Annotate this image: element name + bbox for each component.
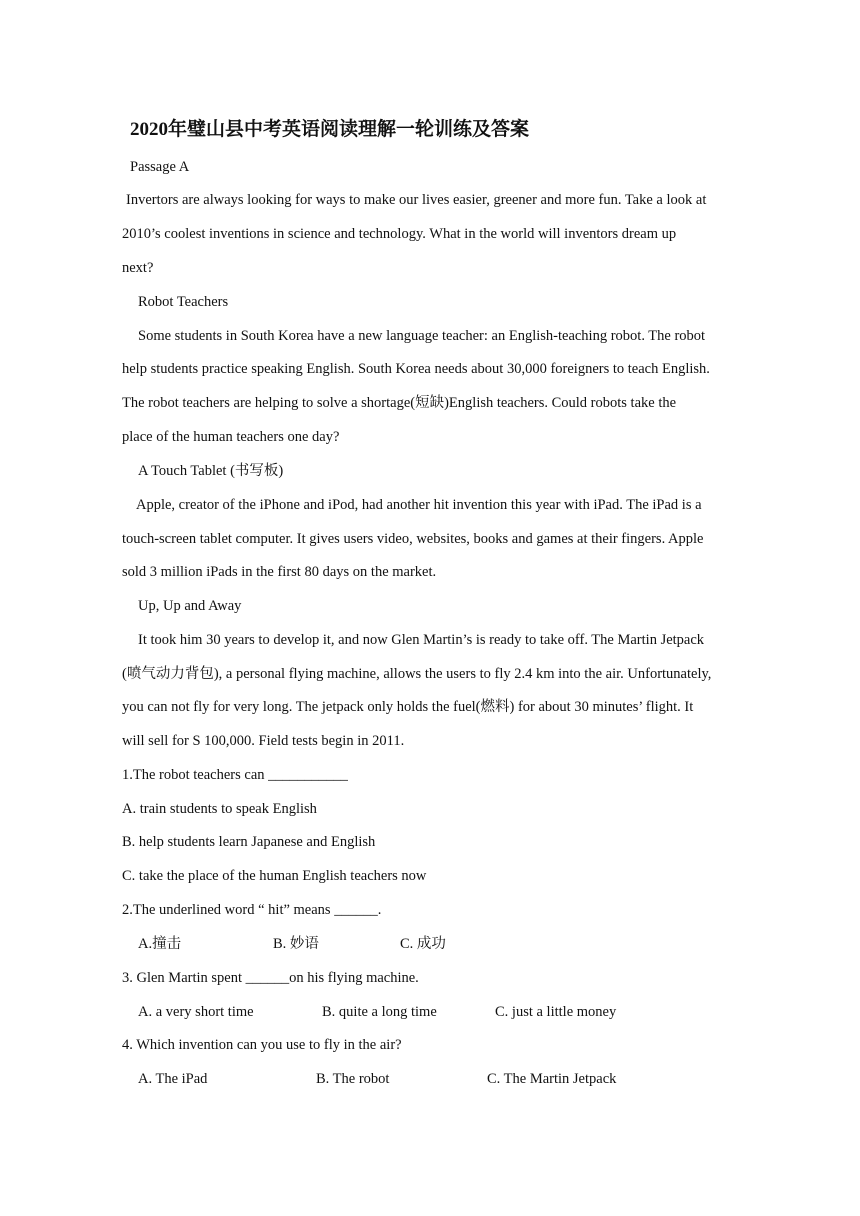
question-stem: 3. Glen Martin spent ______on his flying machine. — [122, 970, 419, 986]
section-heading-jetpack: Up, Up and Away — [138, 598, 242, 614]
question-option: B. quite a long time — [322, 1004, 437, 1020]
question-option: B. 妙语 — [273, 936, 319, 952]
question-option: A.撞击 — [138, 936, 182, 952]
paragraph-line: It took him 30 years to develop it, and now Glen Martin’s is ready to take off. The Martin Jetpack — [138, 632, 705, 648]
question-option: C. The Martin Jetpack — [487, 1071, 617, 1087]
question-option: B. help students learn Japanese and English — [122, 834, 376, 850]
intro-line: Invertors are always looking for ways to make our lives easier, greener and more fun. Take a look at — [126, 192, 707, 208]
question-stem: 1.The robot teachers can ___________ — [122, 767, 348, 783]
question-option: C. take the place of the human English teachers now — [122, 868, 427, 884]
question-option: A. The iPad — [138, 1071, 208, 1087]
paragraph-line: you can not fly for very long. The jetpack only holds the fuel(燃料) for about 30 minutes’ flight. It — [122, 699, 694, 715]
paragraph-line: help students practice speaking English. South Korea needs about 30,000 foreigners to teach English. — [122, 361, 710, 377]
paragraph-line: Some students in South Korea have a new language teacher: an English-teaching robot. The robot — [138, 328, 706, 344]
question-option: C. just a little money — [495, 1004, 617, 1020]
question-option: A. train students to speak English — [122, 801, 317, 817]
paragraph-line: touch-screen tablet computer. It gives users video, websites, books and games at their fingers. Apple — [122, 531, 704, 547]
question-option: A. a very short time — [138, 1004, 254, 1020]
paragraph-line: (喷气动力背包), a personal flying machine, allows the users to fly 2.4 km into the air. Unfortunately, — [122, 666, 712, 682]
intro-line: 2010’s coolest inventions in science and technology. What in the world will inventors dream up — [122, 226, 677, 242]
question-stem: 4. Which invention can you use to fly in the air? — [122, 1037, 402, 1053]
paragraph-line: The robot teachers are helping to solve a shortage(短缺)English teachers. Could robots take the — [122, 395, 677, 411]
section-heading-tablet: A Touch Tablet (书写板) — [138, 463, 284, 479]
paragraph-line: Apple, creator of the iPhone and iPod, had another hit invention this year with iPad. The iPad is a — [136, 497, 702, 513]
paragraph-line: sold 3 million iPads in the first 80 days on the market. — [122, 564, 437, 580]
paragraph-line: place of the human teachers one day? — [122, 429, 340, 445]
question-option: C. 成功 — [400, 936, 446, 952]
passage-label: Passage A — [130, 159, 190, 175]
intro-line: next? — [122, 260, 154, 276]
section-heading-robot: Robot Teachers — [138, 294, 229, 310]
question-stem: 2.The underlined word “ hit” means ______. — [122, 902, 382, 918]
question-option: B. The robot — [316, 1071, 390, 1087]
paragraph-line: will sell for S 100,000. Field tests begin in 2011. — [122, 733, 405, 749]
document-title: 2020年璧山县中考英语阅读理解一轮训练及答案 — [130, 119, 530, 140]
